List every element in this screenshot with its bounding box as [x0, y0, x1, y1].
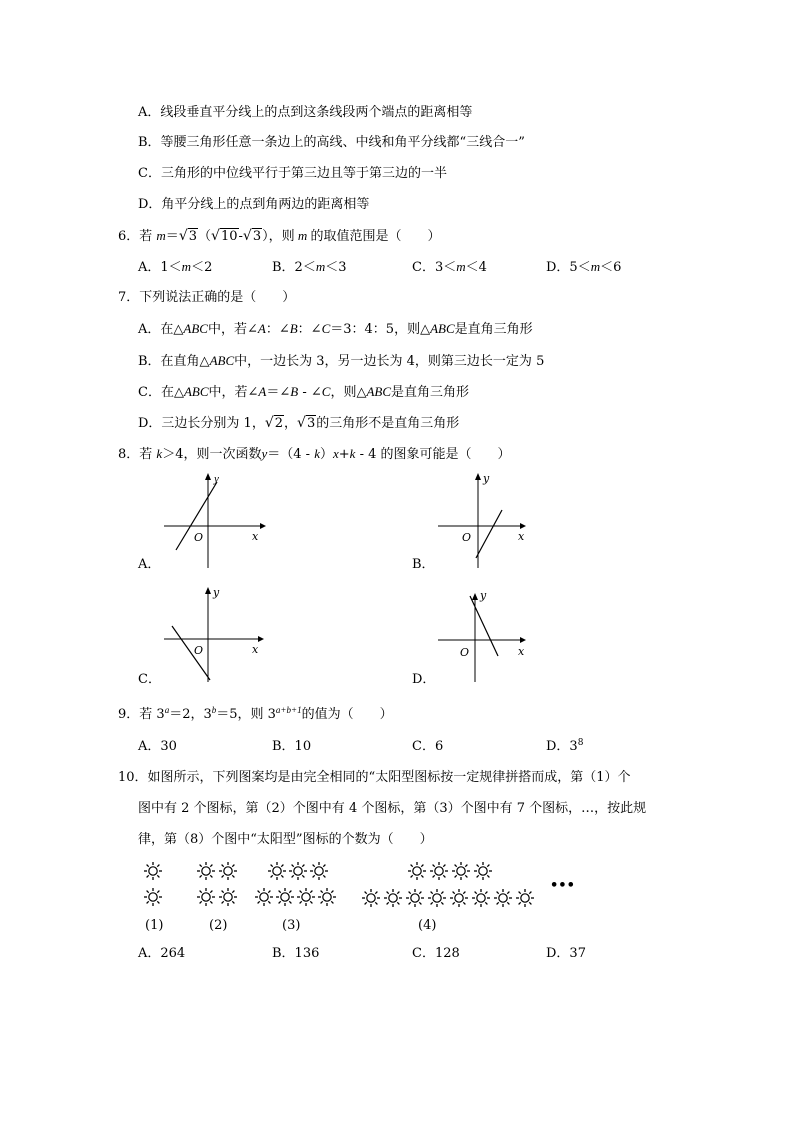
axis-y-label: y	[483, 472, 490, 485]
function-line	[172, 626, 210, 680]
sun-icon	[219, 888, 237, 906]
sun-icon	[318, 888, 336, 906]
q8-label-c: C．	[138, 672, 161, 687]
origin-label: O	[462, 531, 472, 544]
ellipsis-dots: •••	[550, 878, 575, 893]
sun-icon	[144, 862, 162, 880]
q6-option-d: D．5＜m＜6	[546, 259, 622, 275]
sqrt-2: √2	[264, 415, 284, 431]
graph-a	[160, 470, 270, 570]
sun-icon	[472, 889, 490, 907]
q10-option-c: C．128	[412, 946, 460, 961]
sqrt-10: √10	[211, 228, 238, 244]
fig-label-2: (2)	[209, 918, 228, 933]
sun-pattern-figure	[140, 856, 580, 914]
sun-icon	[474, 862, 492, 880]
q7-stem: 7．下列说法正确的是（ ）	[118, 290, 296, 305]
q10-option-b: B．136	[272, 946, 320, 961]
axis-x-label: x	[252, 530, 259, 543]
q8-label-b: B．	[412, 557, 435, 572]
sun-icon	[144, 888, 162, 906]
origin-label: O	[194, 644, 204, 657]
fig-label-1: (1)	[145, 918, 164, 933]
q10-option-a: A．264	[138, 946, 186, 961]
graph-d	[434, 584, 544, 684]
q5-option-d: D．角平分线上的点到角两边的距离相等	[138, 197, 370, 212]
sun-icon	[289, 862, 307, 880]
q5-option-b: B．等腰三角形任意一条边上的高线、中线和角平分线都“三线合一”	[138, 135, 525, 150]
sun-icon	[384, 889, 402, 907]
sqrt-3: √3	[178, 228, 198, 244]
q7-option-b: B．在直角△ABC中，一边长为 3，另一边长为 4，则第三边长一定为 5	[138, 353, 545, 369]
sun-icon	[408, 862, 426, 880]
sun-icon	[428, 889, 446, 907]
sun-icon	[197, 862, 215, 880]
x-arrow-icon	[260, 523, 266, 529]
y-arrow-icon	[205, 473, 211, 480]
q9-option-d: D．$3^8$	[546, 738, 584, 754]
function-line	[476, 510, 502, 558]
q7-option-d: D．三边长分别为 1，√2，√3的三角形不是直角三角形	[138, 415, 460, 431]
sun-icon	[297, 888, 315, 906]
sqrt-3c: √3	[297, 415, 316, 431]
q10-line-3: 律，第（8）个图中“太阳型”图标的个数为（ ）	[138, 832, 433, 847]
axis-y-label: y	[214, 473, 219, 485]
sun-icon	[268, 862, 286, 880]
q6-option-a: A．1＜m＜2	[138, 259, 213, 275]
axis-x-label: x	[518, 645, 525, 658]
q8-label-d: D．	[412, 672, 436, 687]
x-arrow-icon	[258, 636, 264, 642]
q6-option-b: B．2＜m＜3	[272, 259, 347, 275]
q10-line-2: 图中有 2 个图标，第（2）个图中有 4 个图标，第（3）个图中有 7 个图标，…，按此规	[138, 801, 647, 816]
q6-option-c: C．3＜m＜4	[412, 259, 487, 275]
q7-option-c: C．在△ABC中，若∠A＝∠B - ∠C，则△ABC是直角三角形	[138, 384, 470, 400]
q8-label-a: A．	[138, 557, 161, 572]
sun-icon	[430, 862, 448, 880]
sun-icon	[406, 889, 424, 907]
sun-icon	[516, 889, 534, 907]
q6-minus: -	[238, 229, 243, 244]
y-arrow-icon	[475, 473, 481, 480]
sun-icon	[362, 889, 380, 907]
q9-option-a: A．30	[138, 739, 177, 754]
fig-label-3: (3)	[282, 918, 301, 933]
q5-option-a: A．线段垂直平分线上的点到这条线段两个端点的距离相等	[138, 105, 473, 120]
q6-eq: ＝	[165, 229, 179, 244]
q10-line-1: 10．如图所示，下列图案均是由完全相同的“太阳型图标按一定规律拼搭而成，第（1）个	[118, 770, 631, 785]
sun-icon	[197, 888, 215, 906]
function-line	[470, 596, 498, 656]
q8-stem: 8．若 k＞4，则一次函数y＝（4 - k）x+k - 4 的图象可能是（ ）	[118, 446, 511, 462]
graph-c	[160, 584, 270, 684]
x-arrow-icon	[520, 523, 526, 529]
q7-option-a: A．在△ABC中，若∠A：∠B：∠C＝3：4：5，则△ABC是直角三角形	[138, 321, 533, 337]
sun-icon	[450, 889, 468, 907]
q5-option-c: C．三角形的中位线平行于第三边且等于第三边的一半	[138, 166, 447, 181]
q6-prefix: 6．若	[118, 229, 157, 244]
x-arrow-icon	[520, 637, 526, 643]
q6-lparen: （	[198, 229, 212, 244]
sun-icon	[494, 889, 512, 907]
sun-icon	[310, 862, 328, 880]
q9-stem: 9．若 $3^a=2$，$3^b=5$，则 $3^{a+b+1}$的值为（ ）	[118, 705, 393, 722]
q9-option-b: B．10	[272, 739, 312, 754]
q6-var: m	[156, 228, 166, 243]
q6-stem	[118, 227, 441, 246]
sun-icon	[255, 888, 273, 906]
q6-var2: m	[294, 228, 311, 243]
origin-label: O	[460, 646, 470, 659]
y-arrow-icon	[205, 587, 211, 594]
q6-rparen: ），则	[262, 229, 295, 244]
y-arrow-icon	[472, 593, 478, 600]
fig-label-4: (4)	[418, 918, 437, 933]
axis-y-label: y	[480, 589, 487, 602]
sun-icon	[219, 862, 237, 880]
q6-suffix: 的取值范围是（ ）	[310, 229, 441, 244]
origin-label: O	[194, 531, 204, 544]
sqrt-3b: √3	[242, 228, 262, 244]
axis-y-label: y	[213, 586, 220, 599]
q10-option-d: D．37	[546, 946, 586, 961]
axis-x-label: x	[252, 643, 259, 656]
q9-option-c: C．6	[412, 739, 444, 754]
graph-b	[434, 470, 544, 570]
sun-icon	[452, 862, 470, 880]
sun-icon	[276, 888, 294, 906]
axis-x-label: x	[518, 530, 525, 543]
